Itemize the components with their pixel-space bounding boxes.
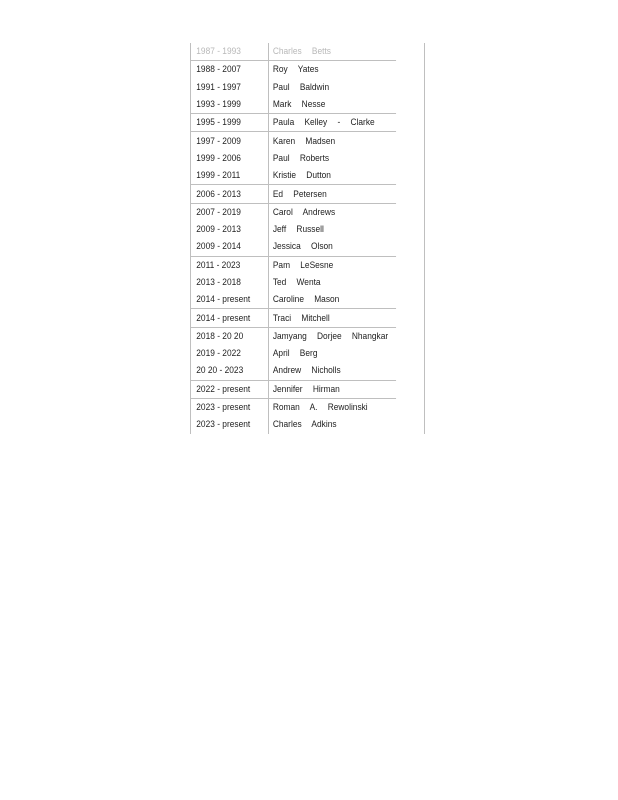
table-row <box>191 167 396 184</box>
name-cell: April Berg <box>272 348 318 360</box>
name-cell: Paula Kelley - Clarke <box>272 117 375 129</box>
table-row <box>191 131 396 149</box>
years-cell: 2019 - 2022 <box>196 348 241 360</box>
name-cell: Charles Betts <box>272 46 331 58</box>
name-cell: Traci Mitchell <box>272 312 330 324</box>
name-cell: Mark Nesse <box>272 99 326 111</box>
years-cell: 1999 - 2011 <box>196 170 241 182</box>
name-cell: Paul Baldwin <box>272 81 330 93</box>
table-row <box>191 274 396 291</box>
table-row <box>191 238 396 255</box>
table-row <box>191 60 396 78</box>
tenure-table <box>190 43 425 434</box>
name-cell: Roy Yates <box>272 64 319 76</box>
name-cell: Ed Petersen <box>272 188 327 200</box>
table-row <box>191 345 396 362</box>
table-row <box>191 362 396 379</box>
name-cell: Ted Wenta <box>272 277 321 288</box>
name-cell: Charles Adkins <box>272 419 337 431</box>
name-cell: Jessica Olson <box>272 241 333 253</box>
table-row <box>191 79 396 96</box>
years-cell: 2009 - 2014 <box>196 241 241 253</box>
years-cell: 2007 - 2019 <box>196 206 241 218</box>
years-cell: 2014 - present <box>196 312 251 324</box>
table-row <box>191 150 396 167</box>
years-cell: 2023 - present <box>196 419 251 431</box>
table-row <box>191 380 396 398</box>
years-cell: 2009 - 2013 <box>196 224 241 236</box>
years-cell: 1987 - 1993 <box>196 46 241 58</box>
table-row <box>191 327 396 345</box>
name-cell: Kristie Dutton <box>272 170 331 182</box>
years-cell: 2011 - 2023 <box>196 259 241 271</box>
name-cell: Roman A. Rewolinski <box>272 402 368 414</box>
name-cell: Jeff Russell <box>272 224 324 236</box>
years-cell: 2013 - 2018 <box>196 277 241 288</box>
years-cell: 1995 - 1999 <box>196 117 241 129</box>
name-cell: Pam LeSesne <box>272 259 334 271</box>
table-row <box>191 221 396 238</box>
name-cell: Karen Madsen <box>272 135 336 147</box>
years-cell: 20 20 - 2023 <box>196 365 244 377</box>
years-cell: 1997 - 2009 <box>196 135 241 147</box>
table-row <box>191 291 396 308</box>
table-row <box>191 308 396 326</box>
table-row <box>191 113 396 131</box>
name-cell: Andrew Nicholls <box>272 365 341 377</box>
years-cell: 1993 - 1999 <box>196 99 241 111</box>
table-row <box>191 184 396 202</box>
years-cell: 2023 - present <box>196 402 251 414</box>
name-cell: Jennifer Hirman <box>272 383 340 395</box>
years-cell: 2018 - 20 20 <box>196 330 244 342</box>
table-row <box>191 416 396 433</box>
name-cell: Caroline Mason <box>272 294 340 306</box>
years-cell: 1999 - 2006 <box>196 152 241 164</box>
name-cell: Jamyang Dorjee Nhangkar <box>272 330 389 342</box>
name-cell: Paul Roberts <box>272 152 330 164</box>
name-cell: Carol Andrews <box>272 206 336 218</box>
table-row <box>191 203 396 221</box>
years-cell: 2022 - present <box>196 383 251 395</box>
years-cell: 2014 - present <box>196 294 251 306</box>
table-row <box>191 256 396 274</box>
years-cell: 2006 - 2013 <box>196 188 241 200</box>
table-row <box>191 43 396 60</box>
table-row <box>191 96 396 113</box>
table-row <box>191 398 396 416</box>
years-cell: 1988 - 2007 <box>196 64 241 76</box>
years-cell: 1991 - 1997 <box>196 81 241 93</box>
